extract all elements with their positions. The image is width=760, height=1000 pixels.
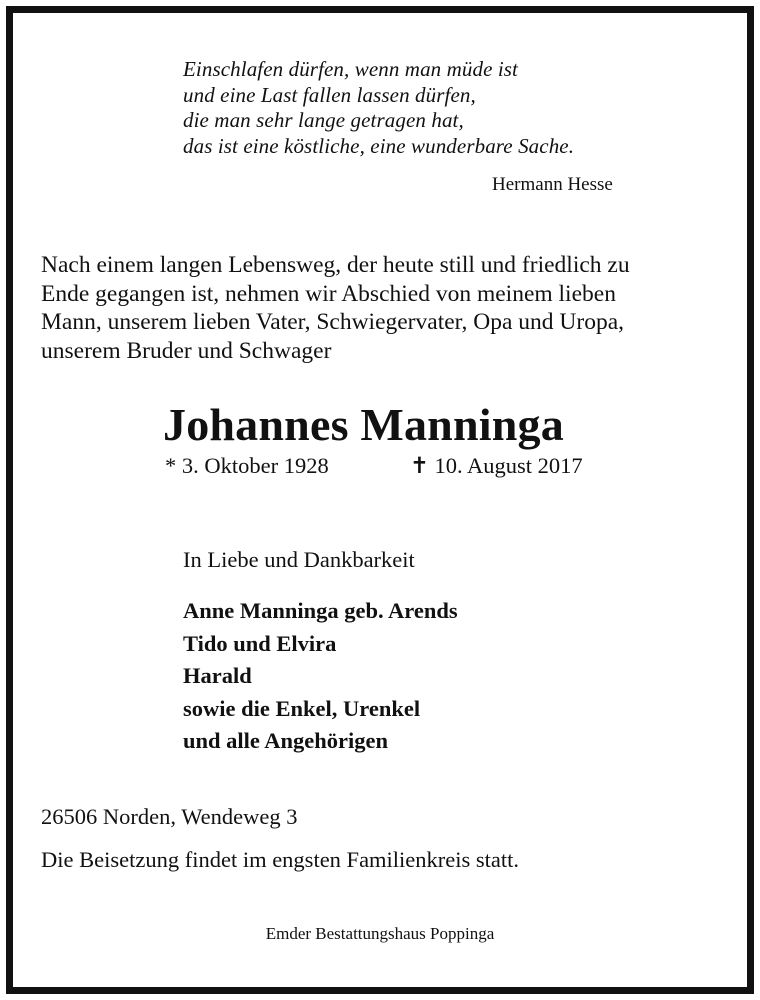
intro-text bbox=[41, 251, 630, 365]
mourner-line: Tido und Elvira bbox=[183, 630, 337, 656]
poem-author: Hermann Hesse bbox=[492, 174, 613, 195]
undertaker-name: Emder Bestattungshaus Poppinga bbox=[265, 924, 495, 943]
death-date: ✝ 10. August 2017 bbox=[410, 453, 583, 478]
mourners-list bbox=[183, 595, 458, 758]
intro-line: Mann, unserem lieben Vater, Schwiegervater, Opa und Uropa, bbox=[41, 309, 625, 336]
intro-line: Ende gegangen ist, nehmen wir Abschied von meinem lieben bbox=[41, 280, 616, 307]
intro-line: Nach einem langen Lebensweg, der heute still und friedlich zu bbox=[41, 252, 630, 278]
poem-line: die man sehr lange getragen hat, bbox=[183, 108, 464, 132]
address: 26506 Norden, Wendeweg 3 bbox=[41, 804, 298, 829]
mourner-line: und alle Angehörigen bbox=[183, 728, 389, 753]
poem-line: das ist eine köstliche, eine wunderbare Sache. bbox=[183, 133, 575, 158]
poem-line: und eine Last fallen lassen dürfen, bbox=[183, 82, 476, 107]
poem-line: Einschlafen dürfen, wenn man müde ist bbox=[183, 57, 518, 81]
deceased-name: Johannes Manninga bbox=[163, 399, 564, 450]
birth-date: * 3. Oktober 1928 bbox=[165, 453, 329, 478]
mourner-line: Anne Manninga geb. Arends bbox=[183, 598, 458, 623]
mourner-line: Harald bbox=[183, 663, 252, 688]
poem bbox=[183, 57, 574, 159]
mourner-line: sowie die Enkel, Urenkel bbox=[183, 695, 421, 721]
intro-line: unserem Bruder und Schwager bbox=[41, 337, 332, 364]
closing-greeting: In Liebe und Dankbarkeit bbox=[183, 547, 415, 572]
funeral-note: Die Beisetzung findet im engsten Familienkreis statt. bbox=[41, 847, 520, 872]
